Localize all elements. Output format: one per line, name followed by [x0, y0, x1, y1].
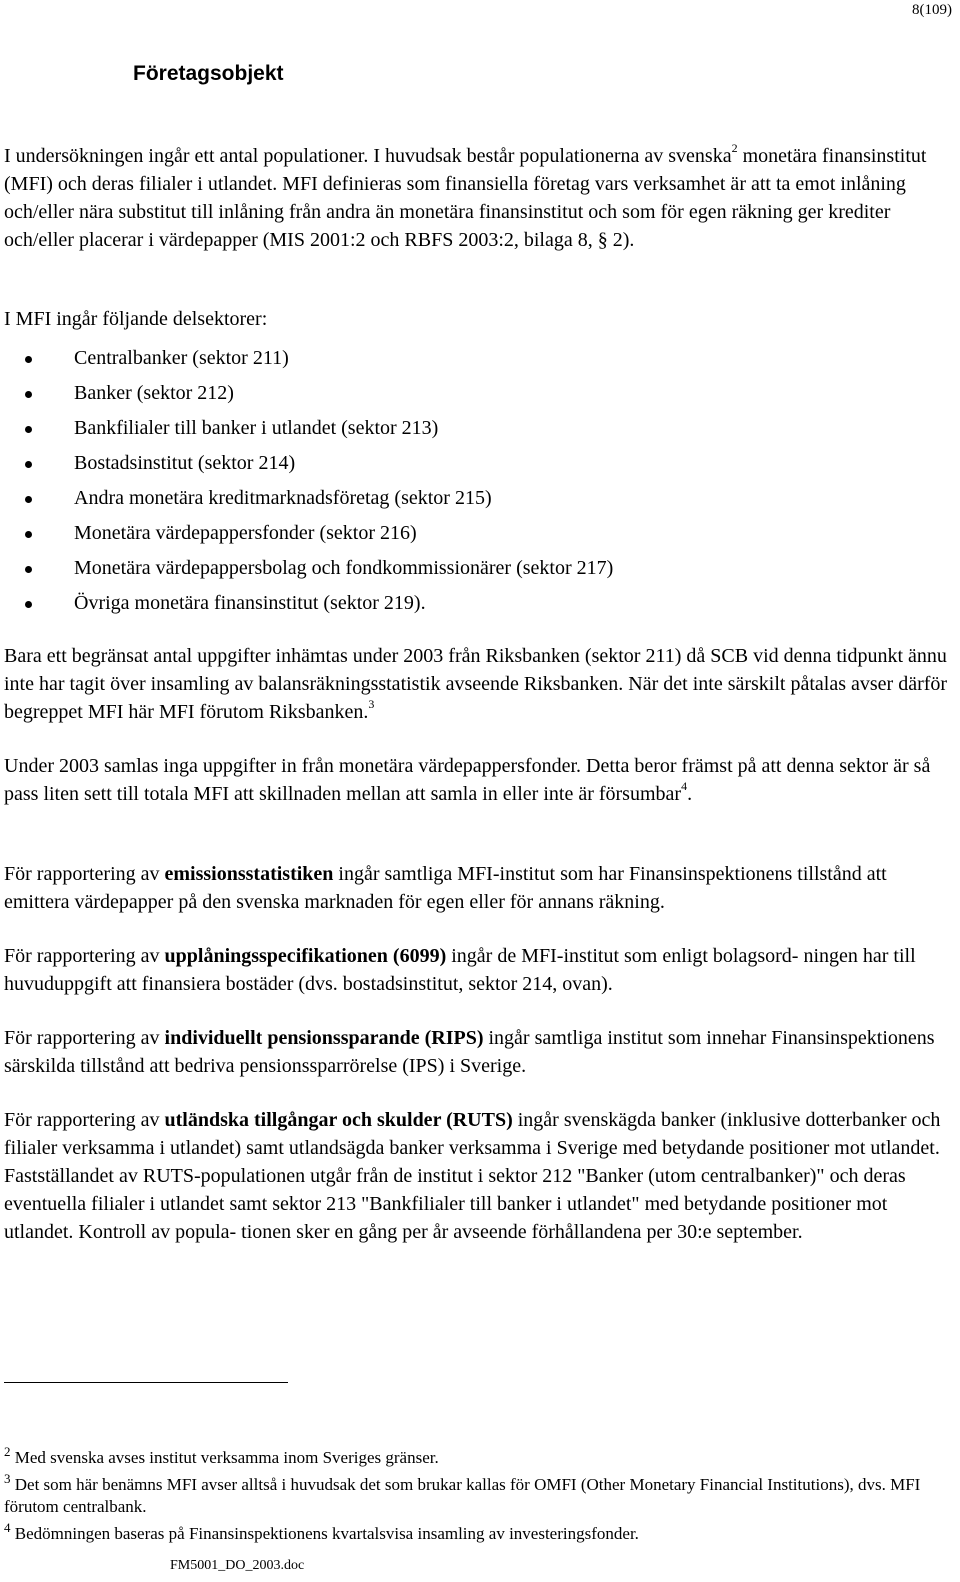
intro-paragraph: I undersökningen ingår ett antal populationer. I huvudsak består populationerna av svenska$^2$ monetära finansinstitut (MFI) och deras filialer i utlandet. MFI definieras som finansiella företag vars verksamhet är att ta emot inlåning och/eller nära substitut till inlåning från andra än monetära finansinstitut och som för egen räkning ger krediter och/eller placerar i värdepapper (MIS 2001:2 och RBFS 2003:2, bilaga 8, § 2).	[4, 141, 927, 251]
footnote-2: $^2$ Med svenska avses institut verksamma inom Sveriges gränser.	[4, 1444, 439, 1467]
emissionsstatistik-paragraph: För rapportering av emissionsstatistiken ingår samtliga MFI-institut som har Finansinspektionens tillstånd att emittera värdepapper på den svenska marknaden för egen eller för annans räkning.	[4, 863, 887, 913]
list-item: Övriga monetära finansinstitut (sektor 219).	[4, 586, 944, 621]
bullet-icon	[25, 531, 32, 538]
upplaningsspecifikation-paragraph: För rapportering av upplåningsspecifikationen (6099) ingår de MFI-institut som enligt bolagsord- ningen har till huvuduppgift att finansiera bostäder (dvs. bostadsinstitut, sektor 214, ovan).	[4, 945, 916, 995]
list-item: Banker (sektor 212)	[4, 376, 944, 411]
subsector-list	[4, 341, 944, 621]
bullet-icon	[25, 426, 32, 433]
bullet-icon	[25, 496, 32, 503]
list-item: Monetära värdepappersbolag och fondkommissionärer (sektor 217)	[4, 551, 944, 586]
vardepappersfonder-paragraph: Under 2003 samlas inga uppgifter in från monetära värdepappersfonder. Detta beror främst på att denna sektor är så pass liten sett till totala MFI att skillnaden mellan att samla in eller inte är försumbar$^4$.	[4, 755, 931, 805]
bullet-icon	[25, 566, 32, 573]
list-item: Centralbanker (sektor 211)	[4, 341, 944, 376]
bullet-icon	[25, 391, 32, 398]
ruts-paragraph: För rapportering av utländska tillgångar och skulder (RUTS) ingår svenskägda banker (inklusive dotterbanker och filialer verksamma i utlandet) samt utlandsägda banker verksamma i Sverige med betydande positioner mot utlandet. Fastställandet av RUTS-populationen utgår från de institut i sektor 212 "Banker (utom centralbanker)" och deras eventuella filialer i utlandet samt sektor 213 "Bankfilialer till banker i utlandet" med betydande positioner mot utlandet. Kontroll av popula- tionen sker en gång per år avseende förhållandena per 30:e september.	[4, 1109, 941, 1243]
document-filename: FM5001_DO_2003.doc	[170, 1558, 305, 1573]
footnote-3: $^3$ Det som här benämns MFI avser alltså i huvudsak det som brukar kallas för OMFI (Other Monetary Financial Institutions), dvs. MFI förutom centralbank.	[4, 1471, 921, 1516]
page-number: 8(109)	[912, 2, 952, 18]
list-intro: I MFI ingår följande delsektorer:	[4, 308, 268, 330]
footnote-separator	[4, 1382, 288, 1383]
list-item: Monetära värdepappersfonder (sektor 216)	[4, 516, 944, 551]
footnote-ref-3: 3	[368, 697, 375, 712]
bullet-icon	[25, 356, 32, 363]
footnote-4: $^4$ Bedömningen baseras på Finansinspektionens kvartalsvisa insamling av investeringsfonder.	[4, 1520, 639, 1543]
riksbanken-paragraph: Bara ett begränsat antal uppgifter inhämtas under 2003 från Riksbanken (sektor 211) då SCB vid denna tidpunkt ännu inte har tagit över insamling av balansräkningsstatistik avseende Riksbanken. När det inte särskilt påtalas avser därför begreppet MFI här MFI förutom Riksbanken.$^3$	[4, 645, 948, 723]
bullet-icon	[25, 461, 32, 468]
bullet-icon	[25, 601, 32, 608]
footnote-ref-2: 2	[731, 141, 738, 156]
footnote-ref-4: 4	[681, 779, 688, 794]
list-item: Andra monetära kreditmarknadsföretag (sektor 215)	[4, 481, 944, 516]
list-item: Bostadsinstitut (sektor 214)	[4, 446, 944, 481]
list-item: Bankfilialer till banker i utlandet (sektor 213)	[4, 411, 944, 446]
rips-paragraph: För rapportering av individuellt pensionssparande (RIPS) ingår samtliga institut som innehar Finansinspektionens särskilda tillstånd att bedriva pensionssparrörelse (IPS) i Sverige.	[4, 1027, 935, 1077]
section-heading: Företagsobjekt	[133, 62, 284, 85]
